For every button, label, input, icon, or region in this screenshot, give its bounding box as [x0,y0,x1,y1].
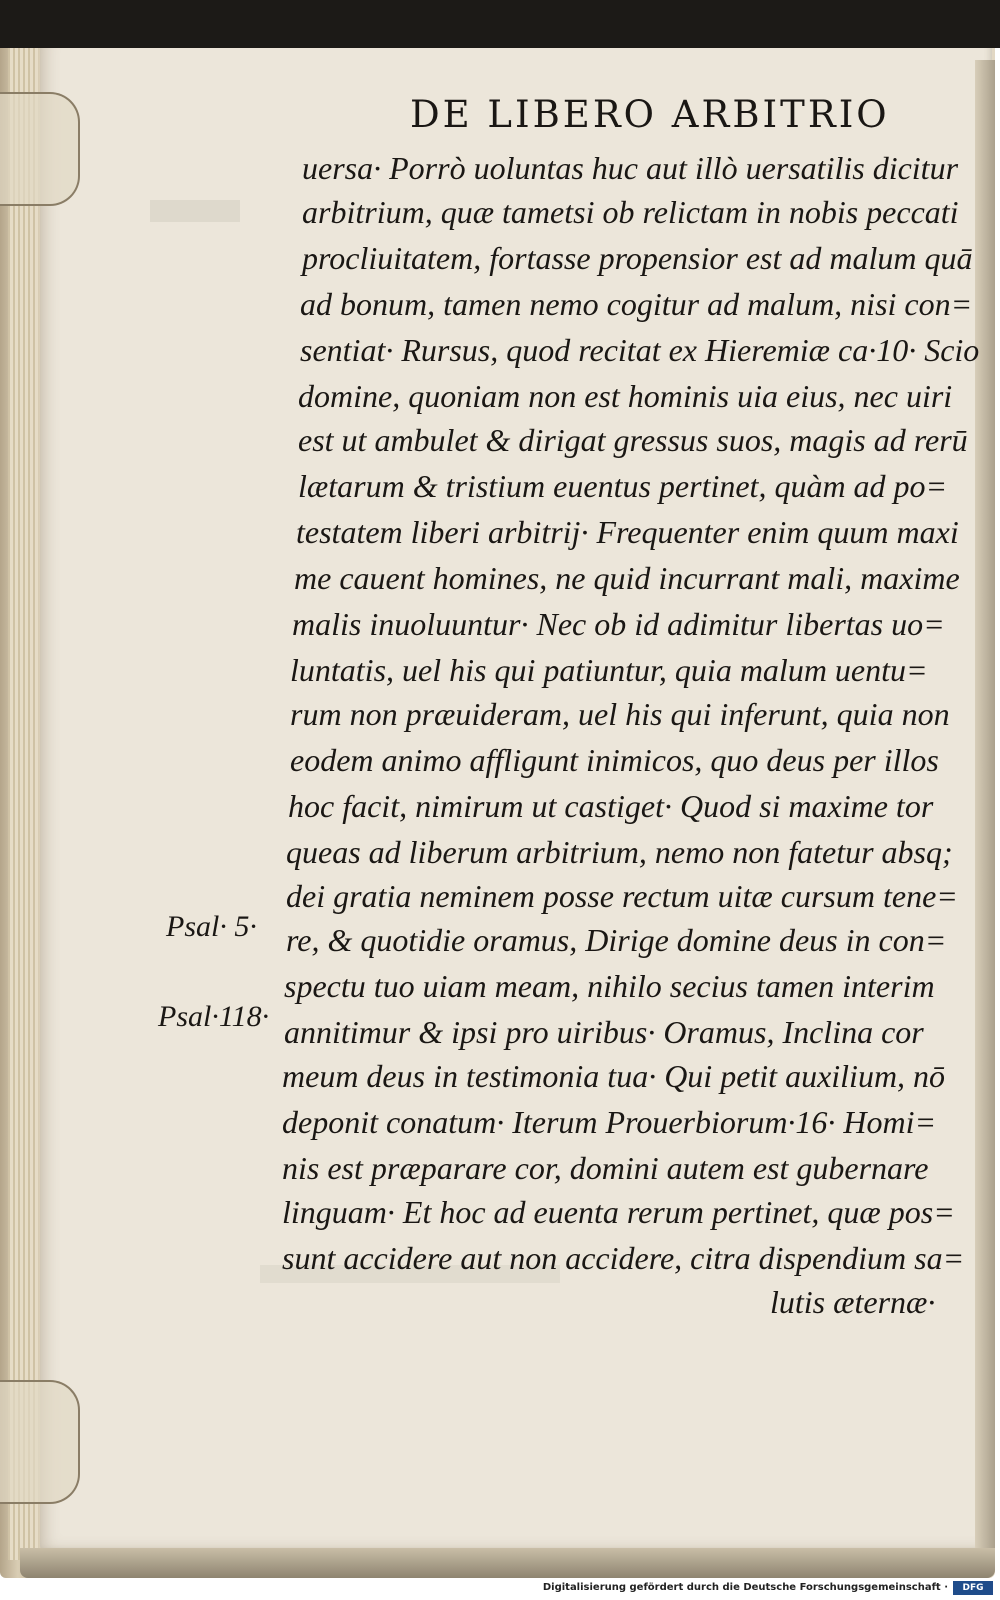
page-edges [8,40,38,1560]
text-line: hoc facit, nimirum ut castiget· Quod si maxime tor [288,788,934,824]
text-line: arbitrium, quæ tametsi ob relictam in nobis peccati [302,194,959,230]
dfg-logo: DFG [953,1581,993,1595]
text-line: nis est præparare cor, domini autem est gubernare [282,1150,929,1186]
bottom-page-edge [20,1548,995,1578]
book-clip-bottom [0,1380,80,1504]
margin-note: Psal·118· [158,1000,270,1033]
text-line: me cauent homines, ne quid incurrant mali, maxime [294,560,960,596]
show-through-mark [150,200,240,222]
text-line: re, & quotidie oramus, Dirige domine deus in con= [286,922,947,958]
text-line: annitimur & ipsi pro uiribus· Oramus, Inclina cor [284,1014,924,1050]
text-line: malis inuoluuntur· Nec ob id adimitur libertas uo= [292,606,945,642]
text-line: testatem liberi arbitrij· Frequenter enim quum maxi [296,514,959,550]
scanner-border [0,0,1000,48]
text-line: rum non præuideram, uel his qui inferunt, quia non [290,696,950,732]
text-line: eodem animo affligunt inimicos, quo deus per illos [290,742,939,778]
text-line: uersa· Porrò uoluntas huc aut illò uersatilis dicitur [302,150,959,186]
text-line: sentiat· Rursus, quod recitat ex Hieremiæ ca·10· Scio [300,332,980,368]
text-line: ad bonum, tamen nemo cogitur ad malum, nisi con= [300,286,973,322]
text-line: spectu tuo uiam meam, nihilo secius tamen interim [284,968,935,1004]
text-line: queas ad liberum arbitrium, nemo non fatetur absq; [286,834,953,870]
text-line: procliuitatem, fortasse propensior est ad malum quā [302,240,973,276]
text-line: lutis æternæ· [770,1284,936,1320]
right-page-edge [975,60,995,1560]
text-line: luntatis, uel his qui patiuntur, quia malum uentu= [290,652,928,688]
text-line: linguam· Et hoc ad euenta rerum pertinet, quæ pos= [282,1194,955,1230]
text-line: meum deus in testimonia tua· Qui petit auxilium, nō [282,1058,946,1094]
text-line: domine, quoniam non est hominis uia eius, nec uiri [298,378,953,414]
running-head: DE LIBERO ARBITRIO [410,93,890,136]
text-line: lætarum & tristium euentus pertinet, quàm ad po= [298,468,948,504]
text-line: sunt accidere aut non accidere, citra dispendium sa= [282,1240,965,1276]
margin-note: Psal· 5· [166,910,257,943]
digitization-credit: Digitalisierung gefördert durch die Deutsche Forschungsgemeinschaft · [542,1582,948,1593]
text-line: deponit conatum· Iterum Prouerbiorum·16· Homi= [282,1104,937,1140]
book-clip-top [0,92,80,206]
text-line: est ut ambulet & dirigat gressus suos, magis ad rerū [298,422,968,458]
text-line: dei gratia neminem posse rectum uitæ cursum tene= [286,878,958,914]
